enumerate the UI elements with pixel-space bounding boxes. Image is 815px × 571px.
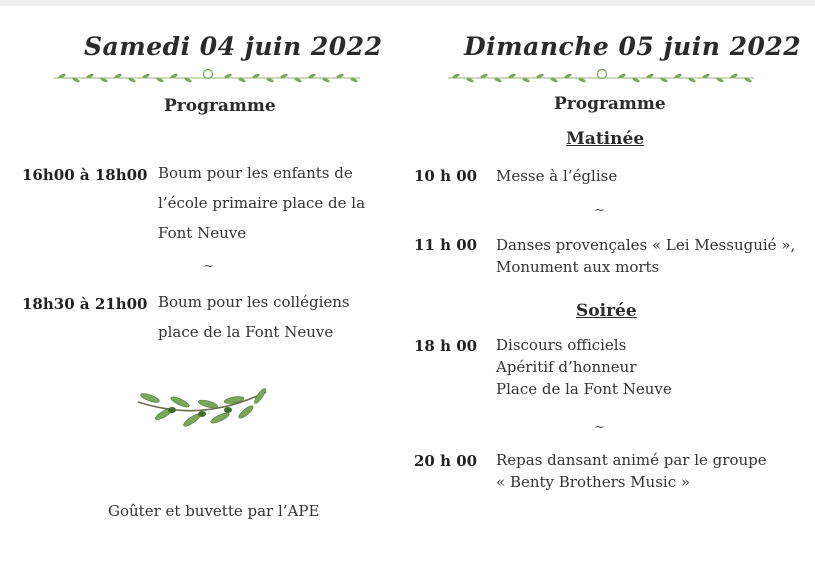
sunday-vine-divider-icon [446, 68, 756, 84]
text-line: Boum pour les enfants de [158, 164, 353, 182]
sunday-evening-heading: Soirée [576, 301, 637, 321]
sunday-event-2-text [496, 234, 796, 278]
text-line: Place de la Font Neuve [496, 380, 672, 398]
saturday-event-1-time: 16h00 à 18h00 [22, 166, 148, 184]
text-line: Apéritif d’honneur [496, 358, 637, 376]
sunday-event-2-time: 11 h 00 [414, 236, 478, 254]
sunday-separator-2: ~ [594, 420, 605, 435]
saturday-footer: Goûter et buvette par l’APE [108, 502, 320, 520]
sunday-event-1-time: 10 h 00 [414, 167, 478, 185]
saturday-programme-heading: Programme [164, 96, 276, 116]
sunday-event-4-text [496, 449, 786, 493]
sunday-title: Dimanche 05 juin 2022 [464, 32, 802, 61]
top-bar [0, 0, 815, 6]
sunday-programme-heading: Programme [554, 94, 666, 114]
text-line: l’école primaire place de la [158, 194, 366, 212]
olive-branch-icon [136, 388, 270, 436]
text-line: Monument aux morts [496, 258, 660, 276]
text-line: Boum pour les collégiens [158, 293, 350, 311]
text-line: Discours officiels [496, 336, 627, 354]
saturday-event-2-text [158, 287, 350, 347]
sunday-event-3-time: 18 h 00 [414, 337, 478, 355]
text-line: « Benty Brothers Music » [496, 473, 691, 491]
saturday-separator: ~ [203, 259, 214, 274]
saturday-title: Samedi 04 juin 2022 [84, 32, 383, 61]
saturday-event-1-text [158, 158, 365, 248]
text-line: Danses provençales « Lei Messuguié », [496, 236, 796, 254]
saturday-event-2-time: 18h30 à 21h00 [22, 295, 148, 313]
sunday-morning-heading: Matinée [566, 129, 645, 149]
saturday-vine-divider-icon [52, 68, 362, 84]
sunday-event-4-time: 20 h 00 [414, 452, 478, 470]
sunday-separator-1: ~ [594, 203, 605, 218]
text-line: Font Neuve [158, 224, 247, 242]
sunday-event-3-text [496, 334, 672, 400]
text-line: Repas dansant animé par le groupe [496, 451, 767, 469]
text-line: place de la Font Neuve [158, 323, 334, 341]
text-line: Messe à l’église [496, 167, 618, 185]
sunday-event-1-text [496, 165, 617, 187]
